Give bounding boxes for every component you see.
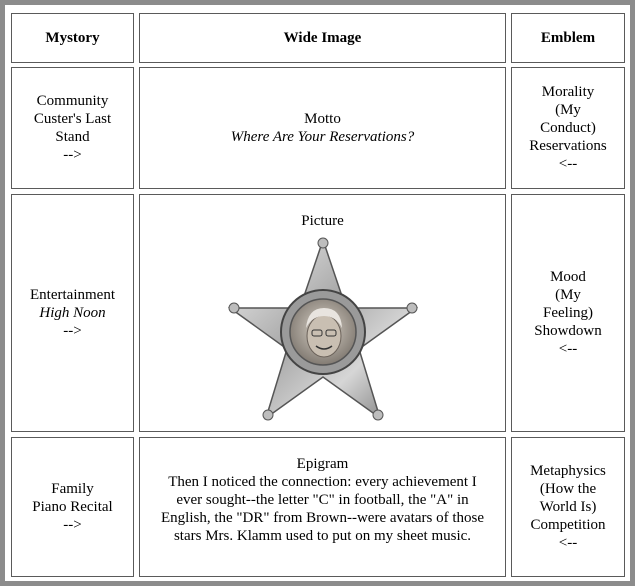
star-tip <box>407 303 417 313</box>
arrow-left: <-- <box>558 341 578 357</box>
emblem-mood-cell <box>511 194 625 432</box>
emblem-metaphysics-text: Competition <box>530 517 606 533</box>
star-tip <box>263 410 273 420</box>
mystory-family-label: Family <box>51 481 94 497</box>
emblem-metaphysics-sub: (How the World Is) <box>539 481 597 515</box>
mystory-community-cell <box>11 67 134 189</box>
header-wide-image <box>139 13 506 63</box>
mystory-entertainment-sub: High Noon <box>39 305 106 321</box>
header-mystory-label: Mystory <box>45 30 100 46</box>
mystory-entertainment-cell <box>11 194 134 432</box>
mystory-community-sub: Custer's Last Stand <box>33 111 112 145</box>
epigram-label: Epigram <box>296 456 349 472</box>
mystory-family-cell <box>11 437 134 577</box>
emblem-metaphysics-label: Metaphysics <box>530 463 606 479</box>
emblem-morality-label: Morality <box>541 84 595 100</box>
arrow-right: --> <box>63 323 82 339</box>
header-mystory <box>11 13 134 63</box>
header-wide-image-label: Wide Image <box>283 30 362 46</box>
wide-image-epigram-cell <box>139 437 506 577</box>
header-emblem-label: Emblem <box>540 30 596 46</box>
wide-image-motto-cell <box>139 67 506 189</box>
star-tip <box>318 238 328 248</box>
arrow-left: <-- <box>558 156 578 172</box>
motto-text: Where Are Your Reservations? <box>230 129 415 145</box>
emblem-morality-cell <box>511 67 625 189</box>
epigram-text: Then I noticed the connection: every achievement I ever sought--the letter "C" in football, the "A" in English, the "DR" from Brown--were avatars of those stars Mrs. Klamm used to put on my sheet music. <box>161 474 484 544</box>
motto-label: Motto <box>304 111 341 127</box>
header-emblem <box>511 13 625 63</box>
sheriff-star-badge-image <box>228 236 418 426</box>
arrow-left: <-- <box>558 535 578 551</box>
star-tip <box>229 303 239 313</box>
mystory-community-label: Community <box>36 93 109 109</box>
arrow-right: --> <box>63 517 82 533</box>
emblem-morality-text: Reservations <box>529 138 607 154</box>
star-tip <box>373 410 383 420</box>
wide-image-picture-cell <box>139 194 506 432</box>
emblem-metaphysics-cell <box>511 437 625 577</box>
arrow-right: --> <box>63 147 82 163</box>
emblem-mood-label: Mood <box>550 269 586 285</box>
mystory-family-sub: Piano Recital <box>32 499 113 515</box>
mystory-entertainment-label: Entertainment <box>30 287 115 303</box>
emblem-mood-sub: (My Feeling) <box>543 287 593 321</box>
emblem-mood-text: Showdown <box>534 323 602 339</box>
portrait-face <box>307 315 341 357</box>
picture-label: Picture <box>301 213 344 229</box>
emblem-morality-sub: (My Conduct) <box>540 102 596 136</box>
